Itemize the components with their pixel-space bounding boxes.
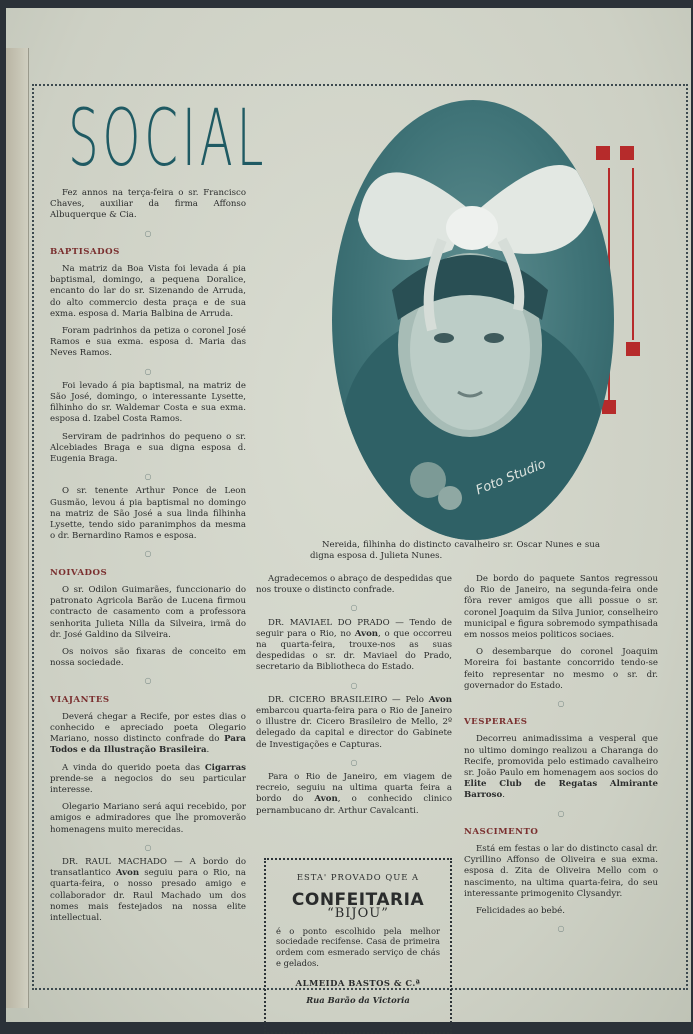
paragraph: O sr. tenente Arthur Ponce de Leon Gusmão, levou á pia baptismal no domingo na matriz de São José a sua linda filhinha Lysette, tendo sido paranimphos da mesma o dr. Bernardino Ramos e esposa. [50,486,246,542]
section-heading-viajantes: VIAJANTES [50,694,110,705]
bold-text: Avon [428,694,452,705]
red-square-4 [602,400,616,414]
paragraph [50,712,246,757]
section-heading-nascimento: NASCIMENTO [464,826,539,837]
bold-text: Avon [115,868,140,879]
text: A vinda do querido poeta das [62,762,205,773]
separator: ○ [144,366,152,376]
text: DR. CICERO BRASILEIRO — Pelo [268,694,429,705]
binding-edge [6,48,29,1008]
paragraph: Os noivos são fixaras de conceito em nossa sociedade. [50,646,246,669]
paragraph [256,695,452,751]
red-square-2 [620,146,634,160]
paragraph: O sr. Odilon Guimarães, funccionario do patronato Agricola Barão de Lucena firmou contracto de casamento com a professora senhorita Julieta Nilla da Silveira, irmã do dr. José Galdino da Silveira. [50,584,246,640]
section-heading-vesperaes: VESPERAES [464,717,528,728]
text: . [502,790,505,801]
column-1 [50,188,246,930]
paragraph [50,857,246,924]
separator: ○ [557,924,565,934]
text: embarcou quarta-feira para o Rio de Janeiro o illustre dr. Cicero Brasileiro de Mello, 2º delegado da capital e director do Gabinete de Investigações e Capturas. [256,706,452,750]
red-square-3 [626,342,640,356]
text: , o que occorreu na quarta-feira, trouxe-nos as suas despedidas o sr. dr. Maviael do Prado, secretario da Bibliotheca do Estado. [256,628,452,673]
text: DR. RAUL MACHADO — A bordo do transatlantico [50,856,246,879]
bold-text: Para Todos e da Illustração Brasileira [50,734,246,756]
bold-text: Avon [314,794,338,805]
section-heading-noivados: NOIVADOS [50,567,108,578]
separator: ○ [144,842,152,852]
paragraph: Na matriz da Boa Vista foi levada á pia baptismal, domingo, a pequena Doralice, encanto do lar do sr. Sizenando de Arruda, do alto commercio desta praça e de sua exma. esposa d. Maria Balbina de Arruda. [50,264,246,319]
paragraph: O desembarque do coronel Joaquim Moreira foi bastante concorrido tendo-se feito representar no mesmo o sr. dr. governador do Estado. [464,647,658,691]
separator: ○ [144,472,152,482]
page-title: SOCIAL [68,94,268,184]
separator: ○ [557,699,565,709]
bold-text: Elite Club de Regatas Almirante Barroso [464,779,658,801]
ad-address: Rua Barão da Victoria [306,994,410,1005]
paragraph: Está em festas o lar do distincto casal dr. Cyrillino Affonso de Oliveira e sua exma. esposa d. Zita de Oliveira Mello com o nascimento, na ultima quarta-feira, do seu interessante primogenito Clysandyr. [464,844,658,899]
ad-business-subname: “BIJOU” [327,906,389,922]
intro-paragraph: Fez annos na terça-feira o sr. Francisco Chaves, auxiliar da firma Affonso Albuquerque & Cia. [50,188,246,221]
photo-signature: Foto Studio [473,456,549,499]
separator: ○ [144,676,152,686]
separator: ○ [350,603,358,613]
text: Decorreu animadissima a vesperal que no ultimo domingo realizou a Charanga do Recife, promovida pelo estimado cavalheiro sr. João Paulo em homenagem aos socios do [464,734,658,779]
paragraph [50,763,246,797]
separator: ○ [557,808,565,818]
advertisement-box [264,858,452,1034]
text: DR. MAVIAEL DO PRADO — Tendo de seguir para o Rio, no [256,617,452,639]
red-line-right [632,168,634,340]
text: seguiu para o Rio, na quarta-feira, o nosso presado amigo e collaborador dr. Raul Machado um dos nomes mais festejados na nossa elite intellectual. [50,868,246,923]
section-heading-baptisados: BAPTISADOS [50,246,120,257]
separator: ○ [350,680,358,690]
portrait-photo [332,100,614,540]
column-3 [464,574,658,938]
paragraph: Felicidades ao bebé. [476,906,565,917]
separator: ○ [144,228,152,238]
text: Para o Rio de Janeiro, em viagem de recreio, seguiu na ultima quarta feira a bordo do [256,772,452,805]
paragraph: Agradecemos o abraço de despedidas que nos trouxe o distincto confrade. [256,574,452,596]
photo-caption: Nereida, filhinha do distincto cavalheiro sr. Oscar Nunes e sua digna esposa d. Julieta Nunes. [310,540,600,562]
paragraph [256,618,452,674]
magazine-page [6,8,691,1022]
separator: ○ [350,757,358,767]
paragraph: De bordo do paquete Santos regressou do Rio de Janeiro, na segunda-feira onde fôra rever amigos que alli possue o sr. coronel Joaquim da Silva Junior, conselheiro municipal e figura sobremodo sympathisada em nossos meios politicos sociaes. [464,574,658,641]
text: prende-se a negocios do seu particular interesse. [50,773,246,795]
red-square-1 [596,146,610,160]
ad-body: é o ponto escolhido pela melhor sociedade recifense. Casa de primeira ordem com esmerado serviço de chás e gelados. [276,925,440,968]
text: , o conhecido clinico pernambucano dr. Arthur Cavalcanti. [256,794,452,816]
text: . [206,745,210,756]
paragraph: Foram padrinhos da petiza o coronel José Ramos e sua exma. esposa d. Maria das Neves Ramos. [50,326,246,359]
bold-text: Avon [354,628,379,639]
paragraph [464,734,658,801]
paragraph [256,772,452,817]
text: Deverá chegar a Recife, por estes dias o conhecido e apreciado poeta Olegario Mariano, nosso distincto confrade do [50,711,246,745]
ad-owner: ALMEIDA BASTOS & C.ª [295,978,421,989]
portrait-illustration [332,100,614,540]
paragraph: Foi levado á pia baptismal, na matriz de São José, domingo, o interessante Lysette, filhinho do sr. Waldemar Costa e sua exma. esposa d. Izabel Costa Ramos. [50,380,246,425]
ad-line-1: ESTA' PROVADO QUE A [296,872,420,882]
paragraph: Olegario Mariano será aqui recebido, por amigos e admiradores que lhe promoverão homenagens muito merecidas. [50,802,246,835]
bold-text: Cigarras [204,762,246,773]
separator: ○ [144,549,152,559]
paragraph: Serviram de padrinhos do pequeno o sr. Alcebiades Braga e sua digna esposa d. Eugenia Braga. [50,431,246,465]
ad-business-name: CONFEITARIA [291,889,425,910]
column-2 [256,574,452,823]
